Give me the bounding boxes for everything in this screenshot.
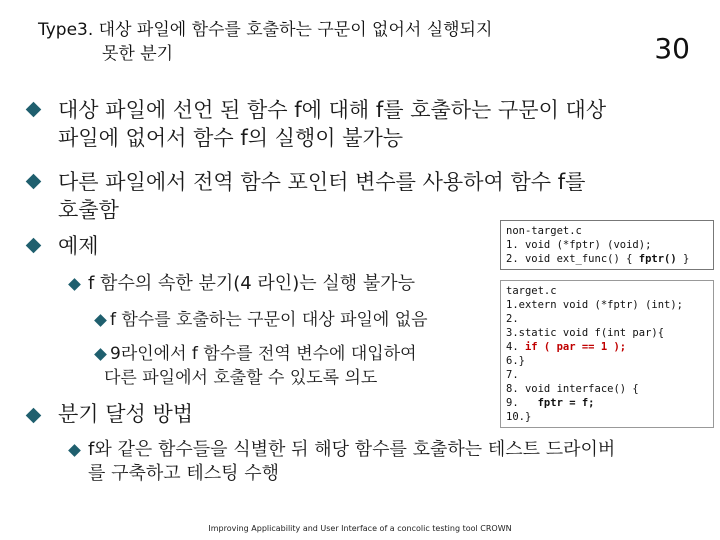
code-line: 10.}: [506, 411, 532, 423]
bullet-3: 예제: [58, 234, 99, 258]
code-filename: non-target.c: [506, 225, 582, 237]
bullet-3-sub1: f 함수의 속한 분기(4 라인)는 실행 불가능: [88, 273, 415, 294]
bullet-4-sub1-line2: 를 구축하고 테스팅 수행: [88, 463, 280, 484]
bullet-1-line1: 대상 파일에 선언 된 함수 f에 대해 f를 호출하는 구문이 대상: [58, 98, 607, 122]
slide-title-line1: Type3. 대상 파일에 함수를 호출하는 구문이 없어서 실행되지: [38, 20, 493, 40]
bullet-diamond-icon: [26, 408, 42, 424]
code-highlight: fptr = f;: [537, 397, 595, 409]
code-filename: target.c: [506, 285, 557, 297]
code-line: 9. fptr = f;: [506, 397, 595, 409]
bullet-4-sub1-line1: f와 같은 함수들을 식별한 뒤 해당 함수를 호출하는 테스트 드라이버: [88, 439, 616, 460]
code-box-non-target: [500, 220, 714, 270]
bullet-2-line1: 다른 파일에서 전역 함수 포인터 변수를 사용하여 함수 f를: [58, 170, 586, 194]
sub-sub-bullet-diamond-icon: [94, 314, 107, 327]
bullet-3-sub2: f 함수를 호출하는 구문이 대상 파일에 없음: [110, 310, 428, 330]
bullet-4-sub1: [88, 438, 615, 486]
sub-bullet-diamond-icon: [68, 278, 81, 291]
bullet-1: [58, 96, 606, 152]
slide-number: 30: [654, 32, 690, 65]
code-highlight-red: if ( par == 1 );: [524, 341, 627, 353]
sub-bullet-diamond-icon: [68, 444, 81, 457]
code-line: 8. void interface() {: [506, 383, 639, 395]
code-box-target: [500, 280, 714, 428]
slide-title-line2: 못한 분기: [102, 44, 174, 64]
code-line: 3.static void f(int par){: [506, 327, 665, 339]
code-line: 7.: [506, 369, 519, 381]
code-line: 1. void (*fptr) (void);: [506, 239, 652, 251]
bullet-4: 분기 달성 방법: [58, 402, 194, 426]
bullet-diamond-icon: [26, 174, 42, 190]
bullet-1-line2: 파일에 없어서 함수 f의 실행이 불가능: [58, 126, 404, 150]
code-line: 2. void ext_func() { fptr() }: [506, 253, 690, 265]
bullet-2: [58, 168, 585, 224]
bullet-3-sub3-line2: 다른 파일에서 호출할 수 있도록 의도: [104, 368, 378, 388]
bullet-diamond-icon: [26, 102, 42, 118]
code-line: 2.: [506, 313, 519, 325]
code-line: 4. if ( par == 1 );: [506, 341, 627, 353]
code-line: 1.extern void (*fptr) (int);: [506, 299, 684, 311]
bullet-3-sub3-line1: 9라인에서 f 함수를 전역 변수에 대입하여: [110, 344, 417, 364]
code-line: 6.}: [506, 355, 525, 367]
bullet-diamond-icon: [26, 238, 42, 254]
code-highlight: fptr(): [638, 253, 677, 265]
bullet-2-line2: 호출함: [58, 198, 119, 222]
sub-sub-bullet-diamond-icon: [94, 348, 107, 361]
slide-footer: Improving Applicability and User Interface of a concolic testing tool CROWN: [208, 524, 512, 533]
bullet-3-sub3: [104, 342, 417, 390]
slide-title: [38, 18, 598, 66]
